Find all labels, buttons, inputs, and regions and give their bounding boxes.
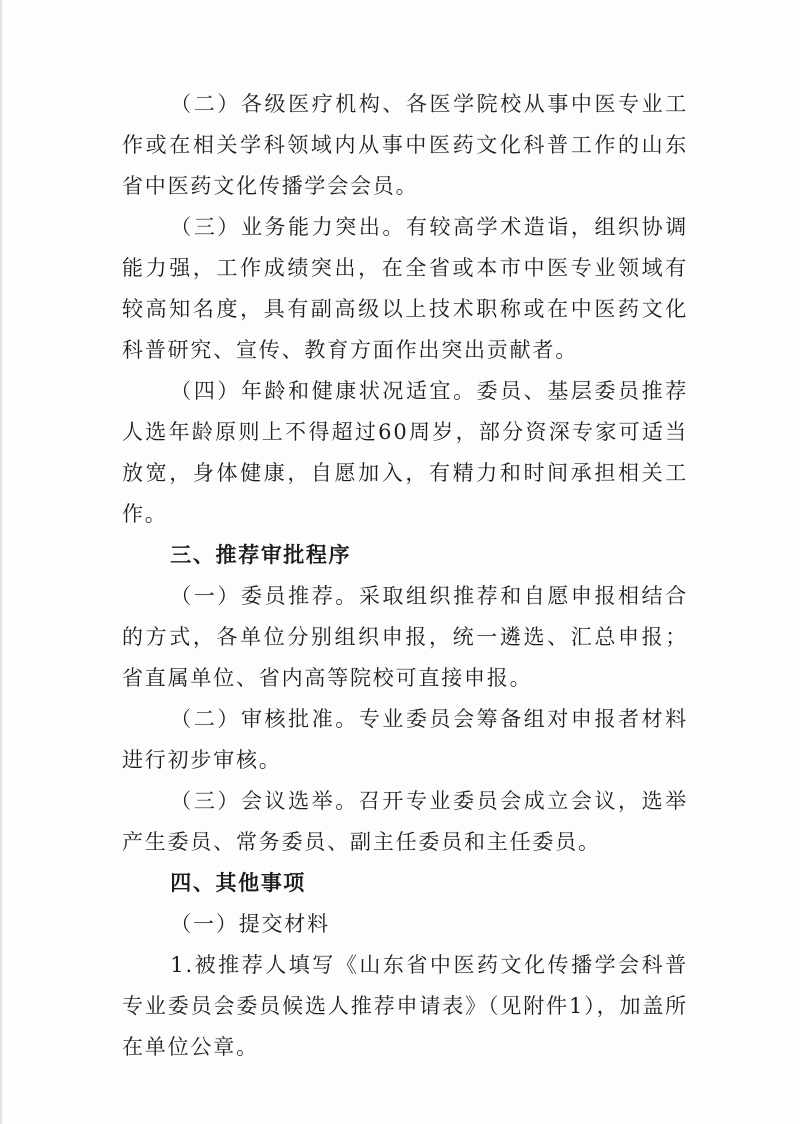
paragraph-criteria-2: （二）各级医疗机构、各医学院校从事中医专业工作或在相关学科领域内从事中医药文化科普工作的山东省中医药文化传播学会会员。 — [122, 92, 688, 198]
paragraph-other-1: （一）提交材料 — [170, 912, 330, 936]
paragraph-criteria-3: （三）业务能力突出。有较高学术造诣，组织协调能力强，工作成绩突出，在全省或本市中医专业领域有较高知名度，具有副高级以上技术职称或在中医药文化科普研究、宣传、教育方面作出突出贡献者。 — [122, 215, 688, 362]
page-edge-shadow — [0, 0, 3, 1124]
paragraph-procedure-1: （一）委员推荐。采取组织推荐和自愿申报相结合的方式，各单位分别组织申报，统一遴选、汇总申报；省直属单位、省内高等院校可直接申报。 — [122, 584, 688, 690]
paragraph-procedure-2: （二）审核批准。专业委员会筹备组对申报者材料进行初步审核。 — [122, 707, 688, 772]
section-heading-procedure: 三、推荐审批程序 — [170, 543, 352, 567]
section-heading-other: 四、其他事项 — [170, 871, 306, 895]
paragraph-other-1-item-1: 1.被推荐人填写《山东省中医药文化传播学会科普专业委员会委员候选人推荐申请表》（见附件1），加盖所在单位公章。 — [122, 953, 688, 1059]
paragraph-procedure-3: （三）会议选举。召开专业委员会成立会议，选举产生委员、常务委员、副主任委员和主任委员。 — [122, 789, 688, 854]
paragraph-criteria-4: （四）年龄和健康状况适宜。委员、基层委员推荐人选年龄原则上不得超过60周岁，部分资深专家可适当放宽，身体健康，自愿加入，有精力和时间承担相关工作。 — [122, 379, 688, 526]
document-body — [122, 84, 688, 1068]
